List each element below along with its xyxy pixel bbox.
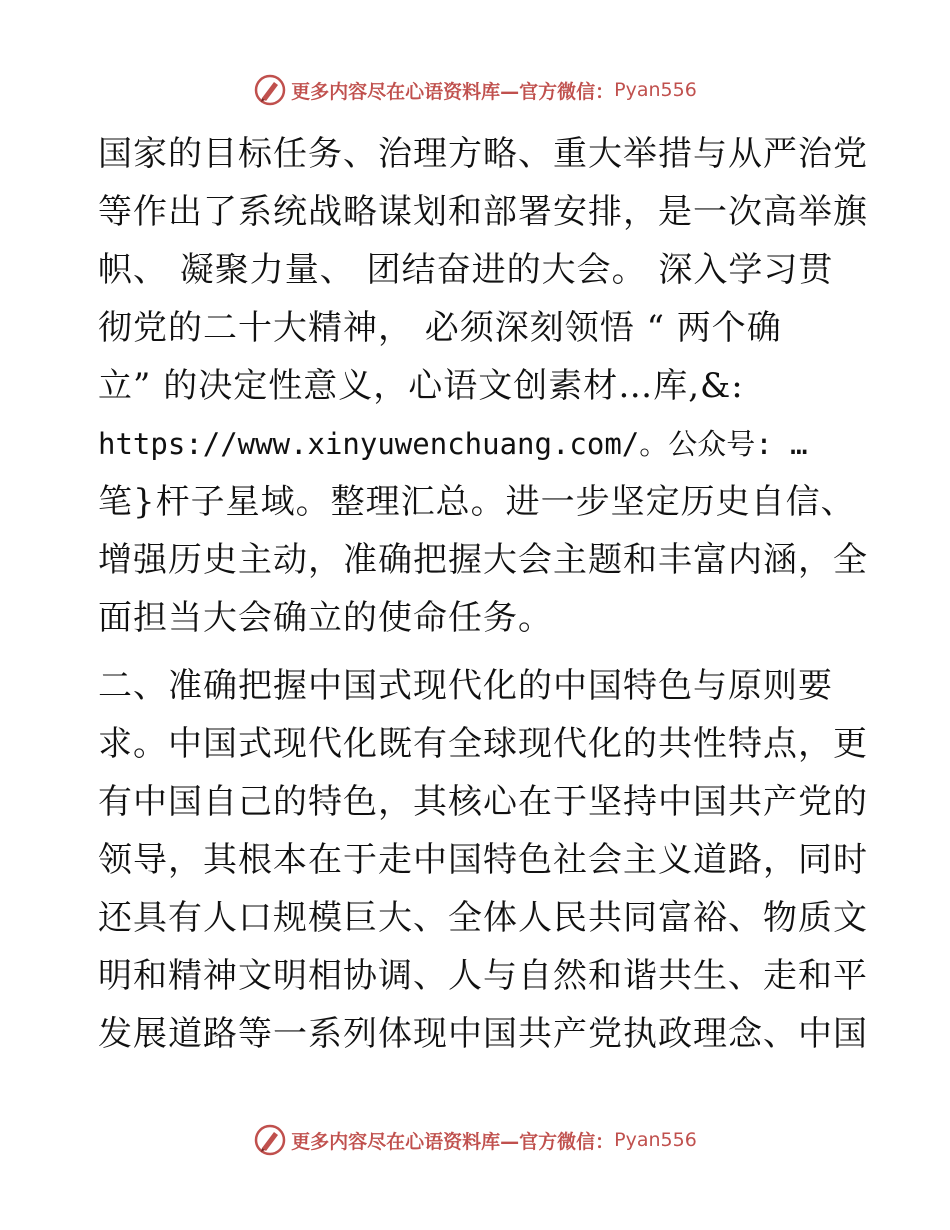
text-line: 笔}杆子星域。整理汇总。进一步坚定历史自信、 — [98, 482, 856, 522]
header-banner — [0, 70, 950, 110]
text-line: 增强历史主动，准确把握大会主题和丰富内涵，全 — [98, 540, 868, 580]
text-line: 发展道路等一系列体现中国共产党执政理念、中国 — [98, 1014, 868, 1054]
text-line: 有中国自己的特色，其核心在于坚持中国共产党的 — [98, 782, 868, 822]
text-line: 还具有人口规模巨大、全体人民共同富裕、物质文 — [98, 898, 868, 938]
footer-banner-text: 更多内容尽在心语资料库—官方微信： — [291, 1130, 615, 1153]
text-line: 领导，其根本在于走中国特色社会主义道路，同时 — [98, 840, 868, 880]
header-banner-text: 更多内容尽在心语资料库—官方微信： — [291, 80, 615, 103]
text-line: 国家的目标任务、治理方略、重大举措与从严治党 — [98, 134, 868, 174]
document-body — [98, 125, 868, 1063]
section-heading-line: 二、准确把握中国式现代化的中国特色与原则要 — [98, 666, 833, 706]
text-line: 求。中国式现代化既有全球现代化的共性特点，更 — [98, 724, 868, 764]
pen-logo-icon — [253, 1123, 287, 1157]
header-wechat-id: Pyan556 — [614, 79, 697, 101]
text-line: 帜、 凝聚力量、 团结奋进的大会。 深入学习贯 — [98, 250, 834, 290]
paragraph-2 — [98, 657, 868, 1063]
text-line: 彻党的二十大精神， 必须深刻领悟 “ 两个确 — [98, 308, 782, 348]
footer-banner — [0, 1120, 950, 1160]
pen-logo-icon — [253, 73, 287, 107]
url-line: https://www.xinyuwenchuang.com/。公众号: … — [98, 427, 808, 461]
text-line: 面担当大会确立的使命任务。 — [98, 598, 553, 638]
footer-wechat-id: Pyan556 — [614, 1129, 697, 1151]
text-line: 等作出了系统战略谋划和部署安排，是一次高举旗 — [98, 192, 868, 232]
paragraph-1 — [98, 125, 868, 647]
text-line: 立” 的决定性意义，心语文创素材…库,&: — [98, 366, 744, 406]
paragraph-gap — [98, 647, 858, 657]
text-line: 明和精神文明相协调、人与自然和谐共生、走和平 — [98, 956, 868, 996]
